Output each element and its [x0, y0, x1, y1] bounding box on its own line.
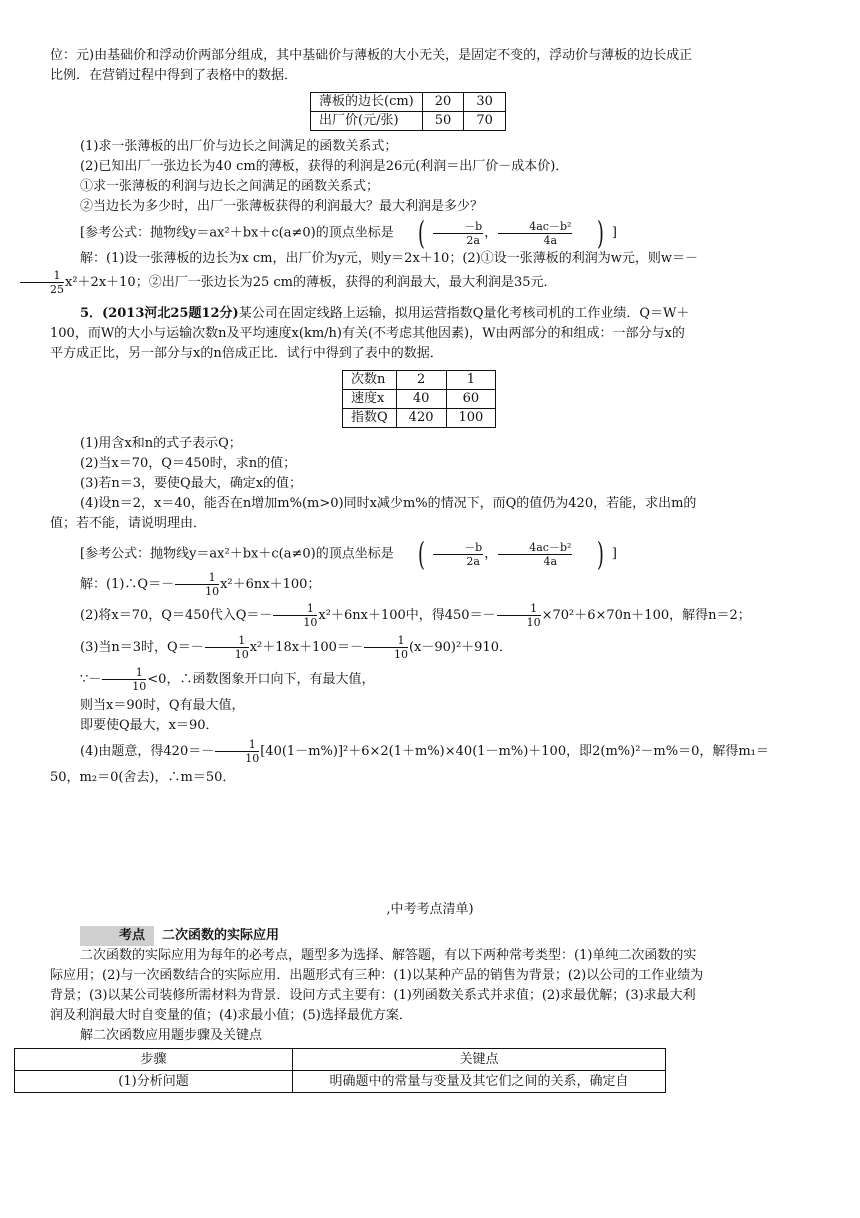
table-cell: 2: [396, 371, 446, 390]
table-row: [343, 371, 496, 390]
table-row: [343, 409, 496, 428]
trial-data-table: [342, 370, 496, 428]
section-para-4: 润及利润最大时自变量的值；(4)求最小值；(5)选择最优方案．: [50, 1008, 412, 1023]
section-heading: 考点 二次函数的实际应用: [50, 926, 810, 946]
q5-part-1: (1)用含x和n的式子表示Q；: [80, 436, 242, 451]
intro-line-1: 位：元)由基础价和浮动价两部分组成，其中基础价与薄板的大小无关，是固定不变的，浮动价与薄板的边长成正: [50, 48, 693, 63]
q4-solution: 解：(1)设一张薄板的边长为x cm，出厂价为y元，则y＝2x＋10；(2)①设一张薄板的利润为w元，则w＝－ $\frac{1}{25}$ x²＋2x＋10；②出厂一张边长为25 cm的薄板，获得的利润最大，最大利润是35元．: [50, 249, 810, 296]
steps-table: [14, 1048, 666, 1093]
kaodian-badge: 考点: [80, 926, 154, 946]
q5-part-2: (2)当x＝70，Q＝450时，求n的值；: [80, 456, 297, 471]
intro-line-2: 比例．在营销过程中得到了表格中的数据．: [50, 68, 298, 83]
table-cell: 420: [396, 409, 446, 428]
steps-table-title: 解二次函数应用题步骤及关键点: [80, 1028, 263, 1043]
q5-solution-2: (2)将x＝70，Q＝450代入Q＝－ $\frac{1}{10}$ x²＋6nx＋100中，得450＝－ $\frac{1}{10}$ ×70²＋6×70n＋100，解得n＝2；: [80, 602, 751, 629]
table-cell: 指数Q: [343, 409, 397, 428]
table-cell: 70: [464, 112, 506, 131]
table-row: [311, 93, 506, 112]
table-cell: 速度x: [343, 390, 397, 409]
q5-solution-8: 50，m₂＝0(舍去)，∴m＝50．: [50, 770, 236, 785]
table-row: [15, 1071, 666, 1093]
q5-reference-formula: [参考公式：抛物线y＝ax²＋bx＋c(a≠0)的顶点坐标是 ( $\frac{-b}{2a}$ ， $\frac{\text{4ac－b²}}{4a}$ ) ]: [80, 535, 617, 573]
q5-solution-5: 则当x＝90时，Q有最大值，: [80, 698, 245, 713]
q5-solution-1: 解：(1)∴Q＝－ $\frac{1}{10}$ x²＋6nx＋100；: [80, 571, 321, 598]
table-cell: 1: [446, 371, 496, 390]
q5-part-3: (3)若n＝3，要使Q最大，确定x的值；: [80, 476, 303, 491]
section-para-2: 际应用；(2)与一次函数结合的实际应用．出题形式有三种：(1)以某种产品的销售为背景；(2)以公司的工作业绩为: [50, 968, 704, 983]
table-row: [15, 1049, 666, 1071]
q5-solution-7: (4)由题意，得420＝－ $\frac{1}{10}$ [40(1－m%)]²＋6×2(1＋m%)×40(1－m%)＋100，即2(m%)²－m%＝0，解得m₁＝: [80, 738, 769, 765]
q5-solution-4: ∵－ $\frac{1}{10}$ <0，∴函数图象开口向下，有最大值，: [80, 666, 375, 693]
q4-part-2b: ②当边长为多少时，出厂一张薄板获得的利润最大？最大利润是多少？: [80, 199, 484, 214]
table-cell: 40: [396, 390, 446, 409]
q5-problem: 5．(2013河北25题12分)某公司在固定线路上运输，拟用运营指数Q量化考核司机的工作业绩．Q＝W＋: [80, 306, 690, 321]
q4-part-1: (1)求一张薄板的出厂价与边长之间满足的函数关系式；: [80, 139, 398, 154]
q4-part-2: (2)已知出厂一张边长为40 cm的薄板，获得的利润是26元(利润＝出厂价－成本价)．: [80, 159, 569, 174]
table-cell: 20: [422, 93, 464, 112]
table-cell: (1)分析问题: [15, 1071, 293, 1093]
q5-part-4: (4)设n＝2，x＝40，能否在n增加m%(m>0)同时x减少m%的情况下，而Q的值仍为420，若能，求出m的: [80, 496, 697, 511]
q5-problem-line-2: 100，而W的大小与运输次数n及平均速度x(km/h)有关(不考虑其他因素)，W由两部分的和组成：一部分与x的: [50, 326, 685, 341]
q5-part-4-cont: 值；若不能，请说明理由．: [50, 516, 207, 531]
table-cell: 次数n: [343, 371, 397, 390]
table-header: 步骤: [15, 1049, 293, 1071]
table-header: 关键点: [293, 1049, 666, 1071]
table-row: [311, 112, 506, 131]
q5-solution-6: 即要使Q最大，x＝90．: [80, 718, 219, 733]
table-cell: 100: [446, 409, 496, 428]
table-row: [343, 390, 496, 409]
table-cell: 50: [422, 112, 464, 131]
table-cell: 出厂价(元/张): [311, 112, 423, 131]
price-table: [310, 92, 506, 131]
q5-problem-line-3: 平方成正比，另一部分与x的n倍成正比．试行中得到了表中的数据．: [50, 346, 443, 361]
section-title: ,中考考点清单): [386, 902, 474, 917]
q5-solution-3: (3)当n＝3时，Q＝－ $\frac{1}{10}$ x²＋18x＋100＝－ $\frac{1}{10}$ (x－90)²＋910．: [80, 634, 512, 661]
document-page: [50, 46, 810, 1093]
section-para-1: 二次函数的实际应用为每年的必考点，题型多为选择、解答题，有以下两种常考类型：(1)单纯二次函数的实: [80, 948, 697, 963]
table-cell: 60: [446, 390, 496, 409]
section-para-3: 背景；(3)以某公司装修所需材料为背景．设问方式主要有：(1)列函数关系式并求值；(2)求最优解；(3)求最大利: [50, 988, 696, 1003]
q4-part-2a: ①求一张薄板的利润与边长之间满足的函数关系式；: [80, 179, 380, 194]
table-cell: 薄板的边长(cm): [311, 93, 423, 112]
table-cell: 明确题中的常量与变量及其它们之间的关系，确定自: [293, 1071, 666, 1093]
table-cell: 30: [464, 93, 506, 112]
q4-reference-formula: [参考公式：抛物线y＝ax²＋bx＋c(a≠0)的顶点坐标是 ( $\frac{-b}{2a}$ ， $\frac{\text{4ac－b²}}{4a}$ ) ]: [80, 214, 617, 252]
